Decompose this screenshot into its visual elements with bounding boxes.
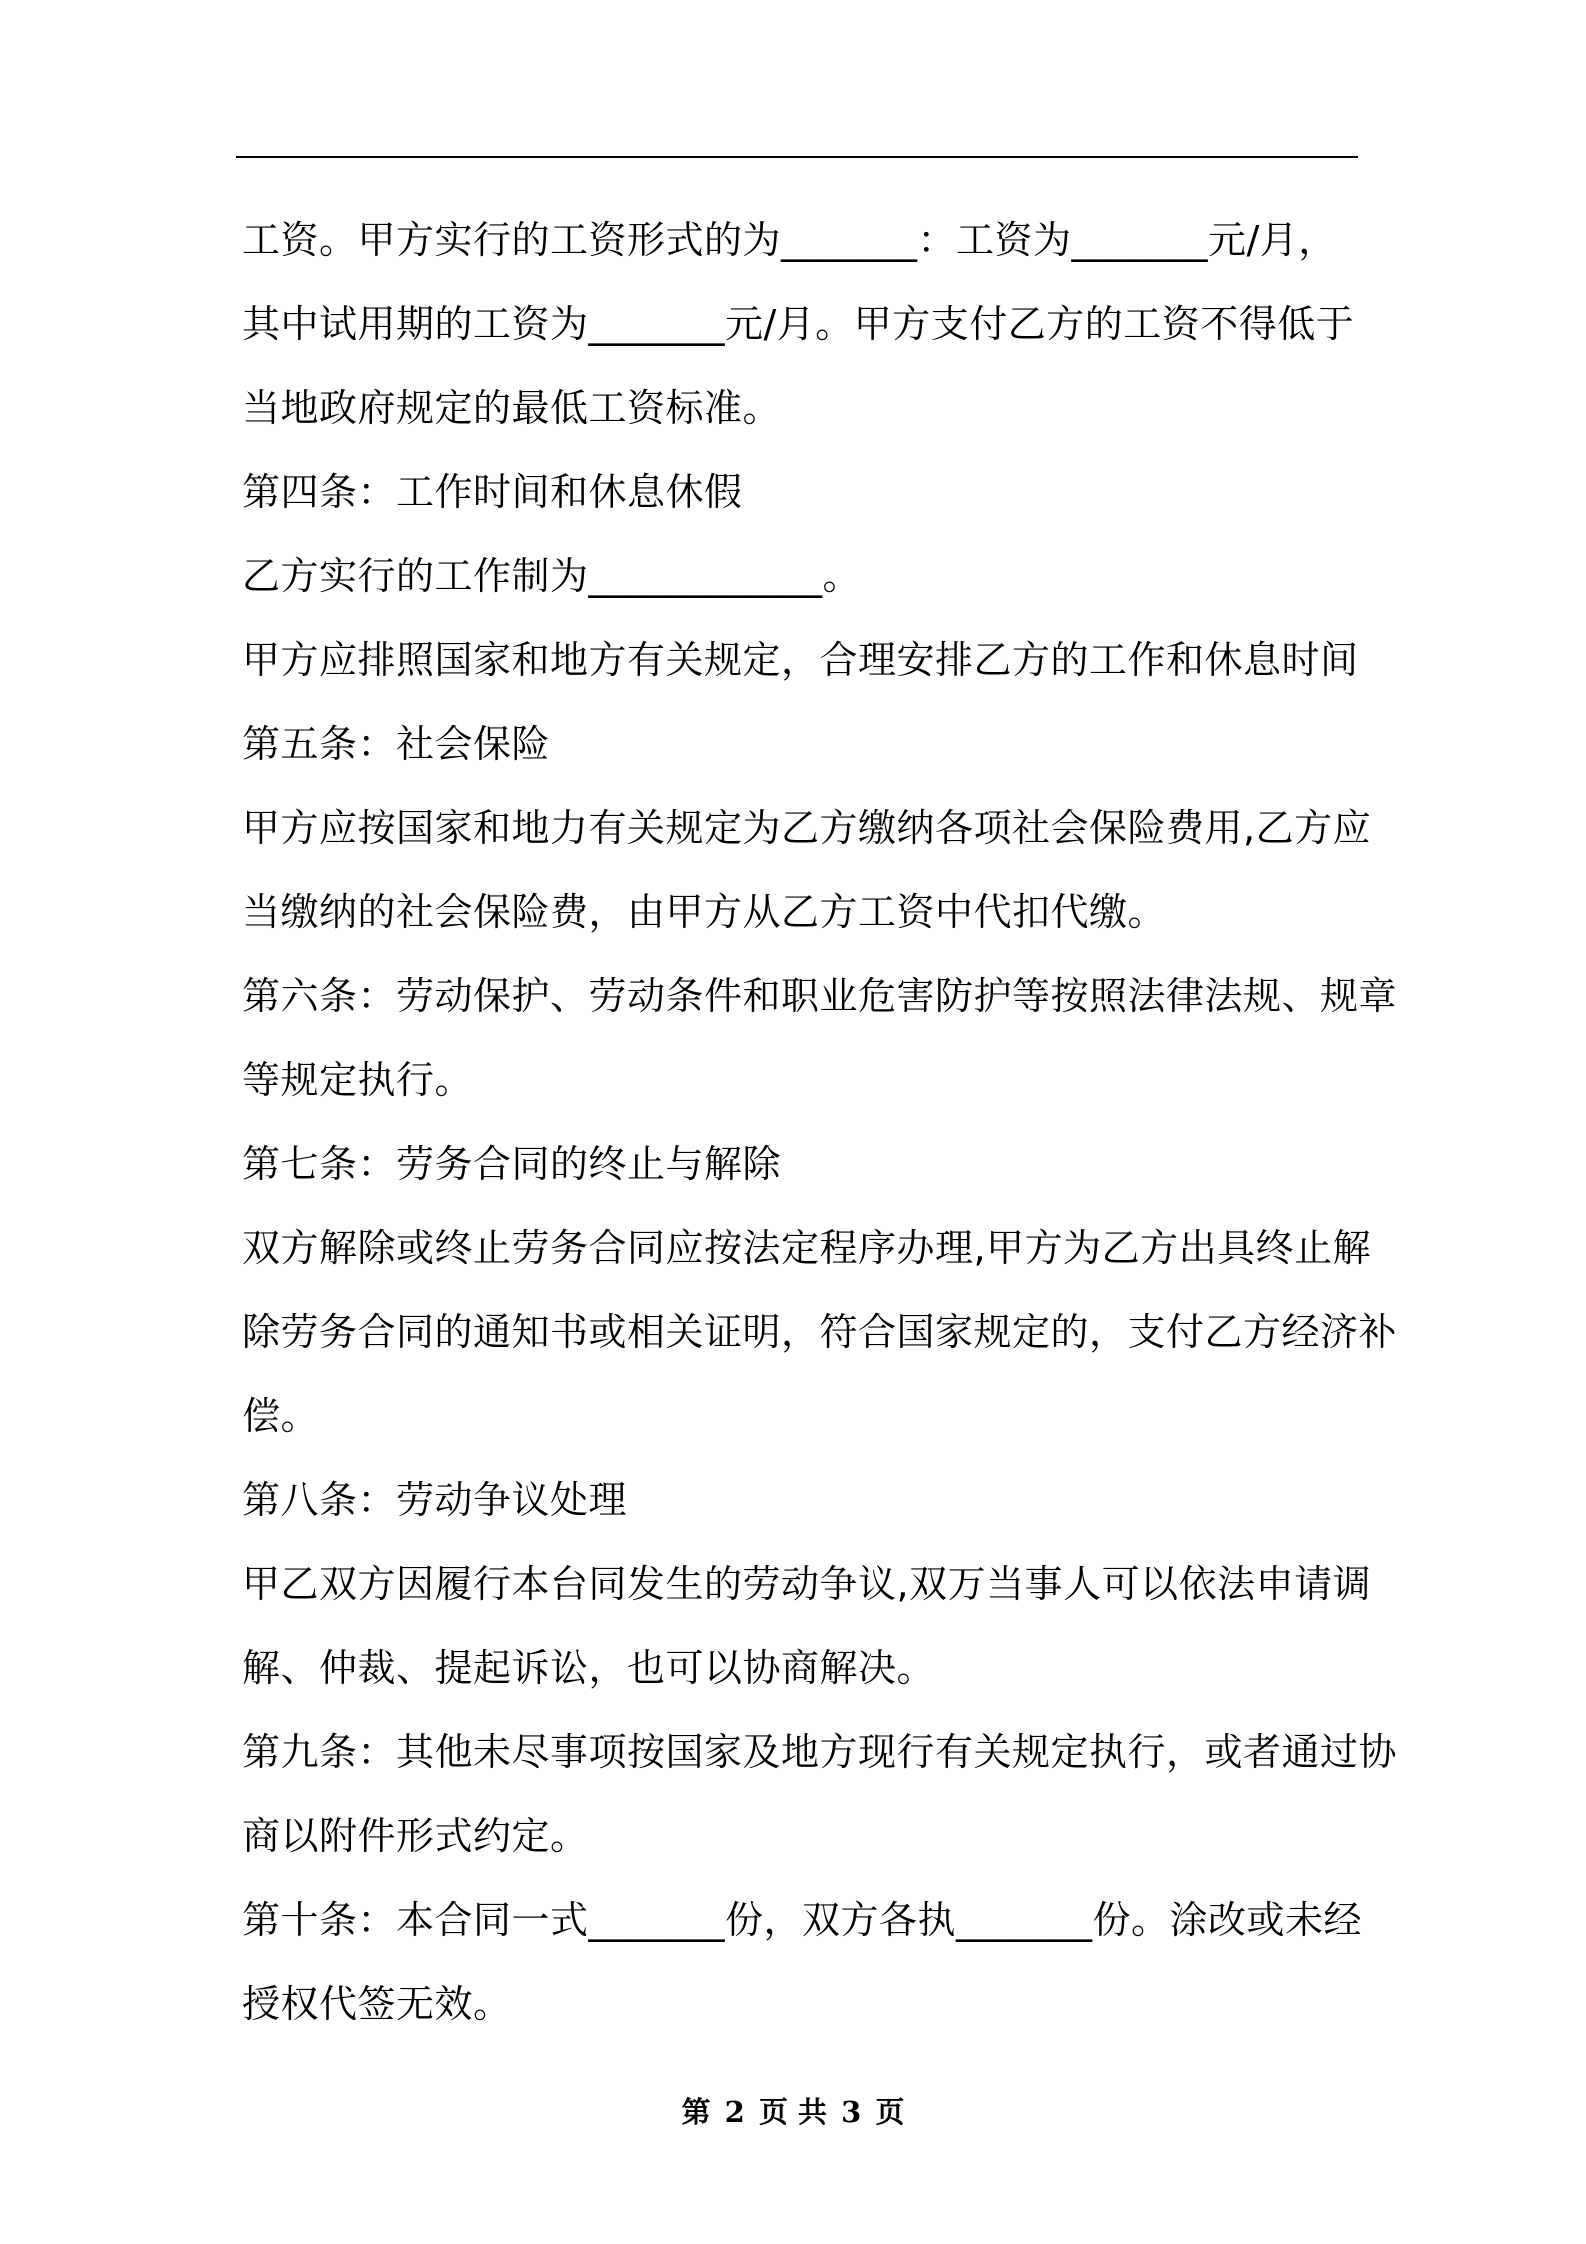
article-4-heading: 第四条：工作时间和休息休假 bbox=[242, 470, 743, 514]
text-line: 工资。甲方实行的工资形式的为_______：工资为_______元/月， bbox=[242, 218, 1337, 262]
text-line: 甲方应排照国家和地方有关规定，合理安排乙方的工作和休息时间 bbox=[242, 638, 1359, 682]
current-page-number: 2 bbox=[724, 2095, 745, 2129]
total-pages-number: 3 bbox=[841, 2095, 862, 2129]
article-10-heading: 第十条：本合同一式_______份，双方各执_______份。涂改或未经 bbox=[242, 1898, 1363, 1942]
text-line: 偿。 bbox=[242, 1394, 320, 1438]
article-7-heading: 第七条：劳务合同的终止与解除 bbox=[242, 1142, 782, 1186]
article-8-heading: 第八条：劳动争议处理 bbox=[242, 1478, 628, 1522]
text-line: 当地政府规定的最低工资标准。 bbox=[242, 386, 782, 430]
footer-middle: 页 共 bbox=[758, 2095, 828, 2129]
text-line: 除劳务合同的通知书或相关证明，符合国家规定的，支付乙方经济补 bbox=[242, 1310, 1398, 1354]
document-body bbox=[242, 198, 1398, 2046]
text-line: 当缴纳的社会保险费，由甲方从乙方工资中代扣代缴。 bbox=[242, 890, 1167, 934]
text-line: 授权代签无效。 bbox=[242, 1982, 512, 2026]
article-5-heading: 第五条：社会保险 bbox=[242, 722, 551, 766]
text-line: 双方解除或终止劳务合同应按法定程序办理,甲方为乙方出具终止解 bbox=[242, 1226, 1372, 1270]
text-line: 乙方实行的工作制为____________。 bbox=[242, 554, 862, 598]
text-line: 等规定执行。 bbox=[242, 1058, 474, 1102]
article-9-heading: 第九条：其他未尽事项按国家及地方现行有关规定执行，或者通过协 bbox=[242, 1730, 1398, 1774]
text-line: 甲方应按国家和地力有关规定为乙方缴纳各项社会保险费用,乙方应 bbox=[242, 806, 1372, 850]
text-line: 解、仲裁、提起诉讼，也可以协商解决。 bbox=[242, 1646, 936, 1690]
header-divider bbox=[236, 156, 1358, 158]
footer-prefix: 第 bbox=[681, 2095, 711, 2129]
text-line: 商以附件形式约定。 bbox=[242, 1814, 589, 1858]
footer-suffix: 页 bbox=[875, 2095, 905, 2129]
text-line: 甲乙双方因履行本台同发生的劳动争议,双万当事人可以依法申请调 bbox=[242, 1562, 1372, 1606]
text-line: 其中试用期的工资为_______元/月。甲方支付乙方的工资不得低于 bbox=[242, 302, 1355, 346]
page-footer bbox=[0, 2092, 1586, 2132]
article-6-heading: 第六条：劳动保护、劳动条件和职业危害防护等按照法律法规、规章 bbox=[242, 974, 1398, 1018]
